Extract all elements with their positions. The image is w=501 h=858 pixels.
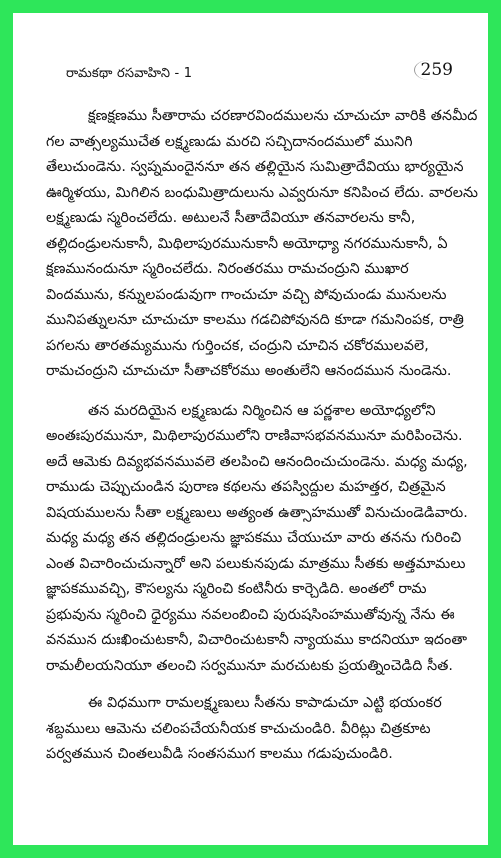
page-header: [46, 26, 481, 86]
text-line: లక్ష్మణుడు స్మరించలేదు. అటులనే సీతాదేవియూ తనవారలను కానీ,: [46, 210, 416, 226]
text-line: అదే ఆమెకు దివ్యభవనమువలె తలపించి ఆనందించుచుండెను. మధ్య మధ్య,: [46, 453, 468, 470]
running-title: రామకథా రసవాహిని - 1: [66, 66, 193, 81]
text-line: మునిపత్నులనూ చూచుచూ కాలము గడచిపోవునది కూడా గమనింపక, రాత్రి: [46, 312, 464, 328]
text-line: తల్లిదండ్రులనుకానీ, మిథిలాపురమునుకానీ అయోధ్యా నగరమునుకానీ, ఏ: [46, 235, 448, 252]
book-page: [26, 26, 501, 858]
text-line: మధ్య మధ్య తన తల్లిదండ్రులను జ్ఞాపకము చేయుచూ వారు తనను గురించి: [46, 530, 462, 546]
page-number: 259: [414, 60, 459, 80]
text-line: గల వాత్సల్యముచేత లక్ష్మణుడు మరచి సచ్చిదానందములో మునిగి: [46, 133, 413, 150]
text-line: పర్వతమున చింతలువీడి సంతసముగ కాలము గడుపుచుండిరి.: [46, 746, 393, 762]
text-line: ఈ విధముగా రామలక్ష్మణులు సీతను కాపాడుచూ ఎట్టి భయంకర: [88, 695, 442, 711]
paragraph-1: [46, 104, 489, 385]
text-line: ప్రభువును స్మరించి ధైర్యము నవలంబించి పురుషసింహముతోవున్న నేను ఈ: [46, 606, 455, 623]
text-line: అంతఃపురమునూ, మిథిలాపురములోని రాణివాసభవనమునూ మరిపించెను.: [46, 428, 463, 444]
paragraph-2: [46, 399, 489, 680]
text-line: తన మరదియైన లక్ష్మణుడు నిర్మించిన ఆ పర్ణశాల అయోధ్యలోని: [88, 402, 436, 419]
text-line: విషయములను సీతా లక్ష్మణులు అత్యంత ఉత్సాహముతో వినుచుండెడివారు.: [46, 504, 468, 521]
text-line: పగలను తారతమ్యమును గుర్తించక, చంద్రుని చూచిన చకోరములవలె,: [46, 337, 429, 354]
text-line: శబ్దములు ఆమెను చలింపచేయనీయక కాచుచుండిరి. వీరిట్లు చిత్రకూట: [46, 720, 431, 737]
paragraph-3: [46, 691, 489, 768]
paragraph-gap: [46, 679, 489, 691]
page-body: [46, 104, 489, 768]
text-line: తేలుచుండెను. స్వప్నమందైననూ తన తల్లియైన సుమిత్రాదేవియు భార్యయైన: [46, 159, 464, 175]
paragraph-gap: [46, 385, 489, 399]
text-line: ఊర్మిళయు, మిగిలిన బంధుమిత్రాదులును ఎవ్వరునూ కనిపించ లేదు. వారలను: [46, 184, 479, 201]
text-line: విందమును, కన్నులపండువుగా గాంచుచూ వచ్చి పోవుచుండు మునులను: [46, 286, 447, 303]
text-line: రామచంద్రుని చూచుచూ సీతాచకోరము అంతులేని ఆనందమున నుండెను.: [46, 363, 452, 379]
text-line: ఎంత విచారించుచున్నారో అని పలుకునపుడు మాత్రము సీతకు అత్తమామలు: [46, 555, 466, 572]
text-line: వనమున దుఃఖించుటకానీ, విచారించుటకానీ న్యాయము కాదనియూ ఇదంతా: [46, 632, 468, 648]
text-line: జ్ఞాపకమువచ్చి, కౌసల్యను స్మరించి కంటినీరు కార్చెడిది. అంతలో రామ: [46, 581, 427, 597]
text-line: క్షణమునందునూ స్మరించలేదు. నిరంతరము రామచంద్రుని ముఖార: [46, 261, 409, 277]
text-line: రామలీలయనియూ తలంచి సర్వమునూ మరచుటకు ప్రయత్నించెడిది సీత.: [46, 657, 454, 674]
text-line: క్షణక్షణము సీతారామ చరణారవిందములను చూచుచూ వారికి తనమీద: [88, 108, 478, 124]
text-line: రాముడు చెప్పుచుండిన పురాణ కథలను తపస్విద్దుల మహత్తర, చిత్రమైన: [46, 479, 446, 495]
